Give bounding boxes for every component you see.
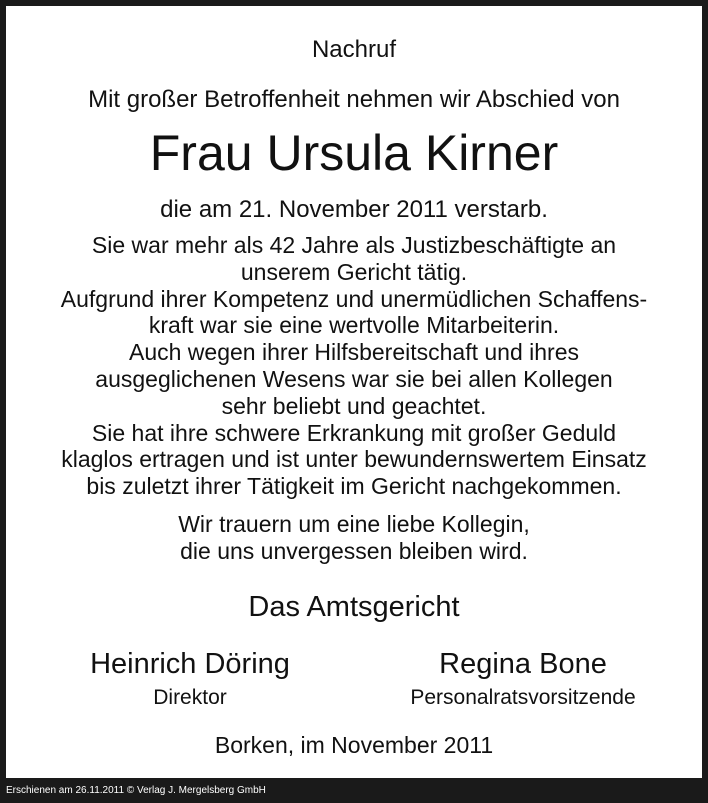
deceased-name: Frau Ursula Kirner	[149, 125, 559, 181]
publication-footer: Erschienen am 26.11.2011 © Verlag J. Mergelsberg GmbH	[6, 785, 266, 796]
closing-line: die uns unvergessen bleiben wird.	[180, 538, 528, 564]
body-line: Sie hat ihre schwere Erkrankung mit großer Geduld	[91, 419, 617, 446]
organization-name: Das Amtsgericht	[248, 591, 460, 623]
body-line: Auch wegen ihrer Hilfsbereitschaft und ihres	[128, 339, 579, 366]
notice-intro: Mit großer Betroffenheit nehmen wir Abschied von	[88, 86, 620, 113]
body-line: Aufgrund ihrer Kompetenz und unermüdlichen Schaffens-	[60, 285, 648, 312]
body-line: sehr beliebt und geachtet.	[221, 392, 487, 419]
body-line: kraft war sie eine wertvolle Mitarbeiterin.	[148, 312, 560, 339]
body-line: klaglos ertragen und ist unter bewundernswertem Einsatz	[61, 446, 647, 473]
notice-closing	[6, 511, 702, 565]
body-line: Sie war mehr als 42 Jahre als Justizbeschäftigte an	[91, 232, 617, 258]
signatory-name: Regina Bone	[439, 648, 607, 680]
body-line: bis zuletzt ihrer Tätigkeit im Gericht nachgekommen.	[86, 473, 622, 500]
closing-line: Wir trauern um eine liebe Kollegin,	[178, 511, 530, 537]
signatory-role: Personalratsvorsitzende	[410, 686, 636, 709]
body-line: ausgeglichenen Wesens war sie bei allen Kollegen	[95, 365, 613, 392]
signatory-role: Direktor	[153, 686, 227, 709]
signatory-director	[20, 647, 360, 711]
notice-heading: Nachruf	[311, 36, 397, 63]
body-line: unserem Gericht tätig.	[240, 258, 468, 285]
signatory-name: Heinrich Döring	[90, 648, 290, 680]
death-date-line: die am 21. November 2011 verstarb.	[160, 196, 548, 223]
signatory-staff-council	[368, 647, 678, 711]
notice-body	[6, 232, 702, 500]
obituary-notice	[6, 6, 702, 778]
place-date: Borken, im November 2011	[214, 732, 494, 758]
